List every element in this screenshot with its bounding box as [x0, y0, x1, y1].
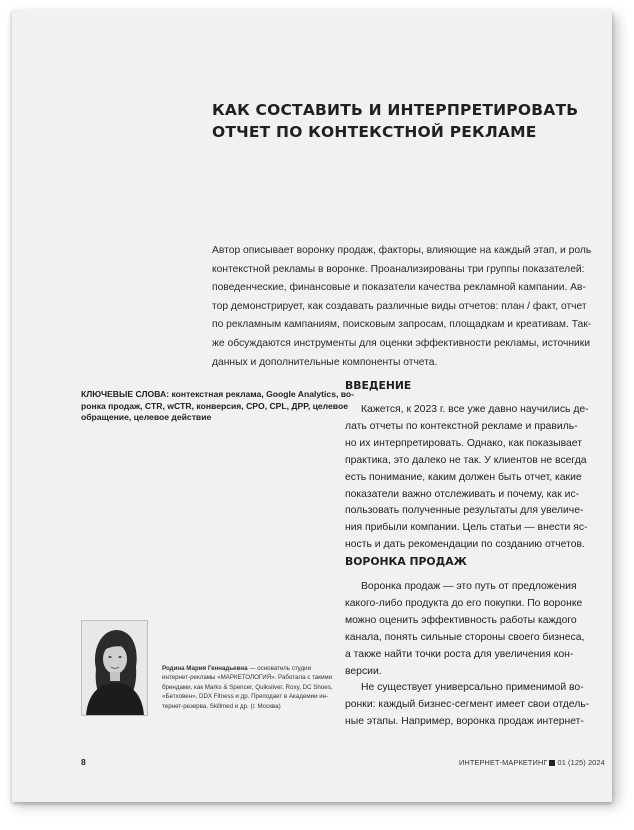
intro-heading: ВВЕДЕНИЕ	[345, 379, 412, 392]
title-line-2: ОТЧЕТ ПО КОНТЕКСТНОЙ РЕКЛАМЕ	[212, 123, 537, 141]
author-bio-line: тернет-резерва, Skillmed и др. (г. Москва)	[162, 702, 281, 710]
text-line: практика, это далеко не так. У клиентов не всегда	[345, 454, 587, 466]
page-number: 8	[81, 757, 86, 767]
text-line: лать отчеты по контекстной рекламе и правиль-	[345, 420, 578, 432]
funnel-section	[345, 555, 605, 731]
text-line: версии.	[345, 665, 382, 677]
text-line: а также найти точки роста для увеличения кон-	[345, 648, 574, 660]
abstract-line: Автор описывает воронку продаж, факторы, влияющие на каждый этап, и роль	[212, 245, 592, 256]
text-line: но их интерпретировать. Однако, как показывает	[345, 437, 582, 449]
text-line: ность и дать рекомендации по созданию отчетов.	[345, 539, 585, 551]
abstract-line: тор демонстрирует, как создавать различные виды отчетов: план / факт, отчет	[212, 300, 587, 312]
text-line: можно оценить эффективность работы каждого	[345, 614, 577, 626]
text-line: канала, понять сильные стороны своего бизнеса,	[345, 631, 585, 643]
abstract-line: данных и дополнительные компоненты отчета.	[212, 356, 438, 368]
keywords-line: обращение, целевое действие	[81, 412, 212, 422]
article-title	[212, 99, 579, 143]
author-portrait-image	[82, 621, 147, 715]
keywords-line: КЛЮЧЕВЫЕ СЛОВА: контекстная реклама, Google Analytics, во-	[81, 389, 355, 399]
journal-footer	[459, 758, 605, 767]
keywords-block	[81, 389, 355, 424]
text-line: есть понимание, каким должен быть отчет, какие	[345, 471, 582, 483]
abstract	[212, 242, 594, 372]
text-line: ния прибыли компании. Цель статьи — внести яс-	[345, 522, 588, 534]
journal-page	[12, 10, 612, 802]
text-line: ные этапы. Например, воронка продаж интернет-	[345, 716, 584, 728]
text-line: Воронка продаж — это путь от предложения	[361, 581, 577, 592]
author-bio-line: «Бетховен», DDX Fitness и др. Преподает в Академии ин-	[162, 693, 329, 701]
funnel-paragraph-1	[345, 579, 605, 680]
intro-paragraph	[345, 402, 605, 554]
text-line: показатели важно отслеживать и почему, как ис-	[345, 488, 580, 500]
journal-issue: 01 (125) 2024	[557, 758, 605, 767]
keywords-line: ронка продаж, CTR, wCTR, конверсия, CPO, CPL, ДРР, целевое	[81, 400, 348, 411]
text-line: пользовать полученные результаты для увеличе-	[345, 505, 584, 517]
author-bio-line: интернет-рекламы «МАРКЕТОЛОГИЯ». Работала с такими	[162, 674, 333, 682]
author-bio-line: брендами, как Marks & Spencer, Quiksilver, Roxy, DC Shoes,	[162, 683, 333, 691]
text-line: Не существует универсально применимой во-	[361, 682, 584, 694]
abstract-line: по рекламным кампаниям, поисковым запросам, площадкам и креативам. Так-	[212, 319, 592, 331]
abstract-line: контекстной рекламы в воронке. Проанализированы три группы показателей:	[212, 263, 585, 275]
text-line: Кажется, к 2023 г. все уже давно научились де-	[361, 404, 589, 415]
author-photo	[81, 620, 148, 716]
title-line-1: КАК СОСТАВИТЬ И ИНТЕРПРЕТИРОВАТЬ	[212, 101, 579, 119]
author-bio	[162, 664, 332, 711]
author-role: — основатель студии	[247, 665, 312, 672]
author-name: Родина Мария Геннадьевна	[162, 665, 248, 672]
abstract-line: же обсуждаются инструменты для оценки эффективности рекламы, источники	[212, 337, 591, 349]
intro-section	[345, 379, 605, 554]
text-line: какого-либо продукта до его покупки. По воронке	[345, 597, 583, 609]
funnel-paragraph-2	[345, 680, 605, 731]
abstract-line: поведенческие, финансовые и показатели качества рекламной кампании. Ав-	[212, 282, 586, 294]
funnel-heading: ВОРОНКА ПРОДАЖ	[345, 555, 467, 568]
square-separator-icon	[549, 760, 555, 766]
journal-name: ИНТЕРНЕТ-МАРКЕТИНГ	[459, 758, 548, 767]
text-line: ронки: каждый бизнес-сегмент имеет свои отдель-	[345, 699, 590, 711]
